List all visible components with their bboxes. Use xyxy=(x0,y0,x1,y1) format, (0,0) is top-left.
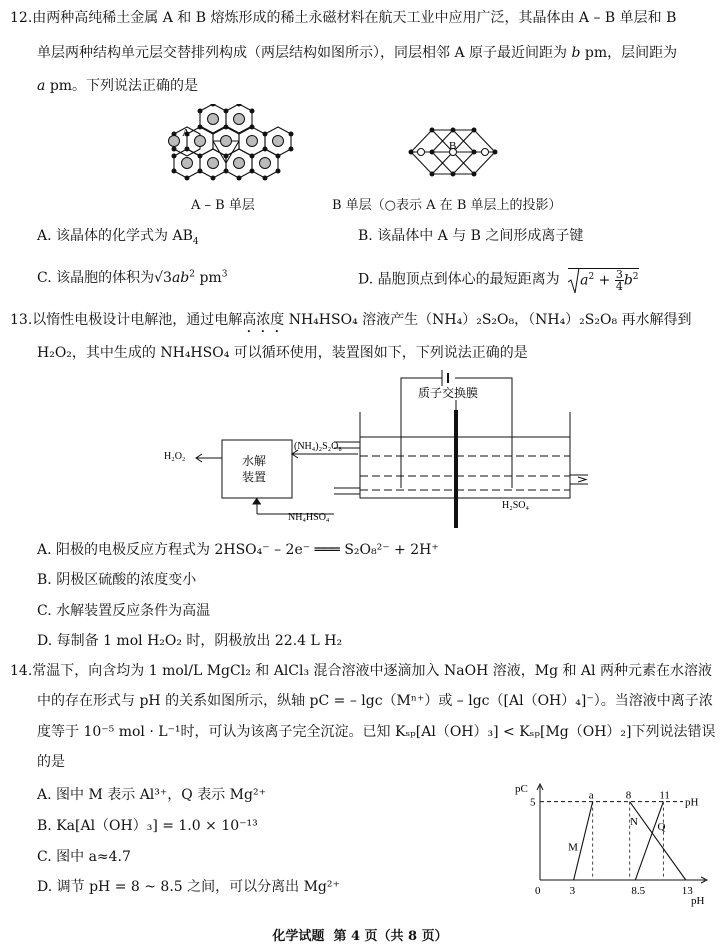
proton-exchange-membrane xyxy=(454,410,458,528)
q13-option-a[interactable]: A. 阳极的电极反应方程式为 2HSO₄⁻ – 2e⁻ ═══ S₂O₈²⁻ + 2H⁺ xyxy=(37,542,439,558)
series-line-Q xyxy=(635,802,663,880)
q12-number: 12. xyxy=(10,10,33,26)
cell-container xyxy=(360,412,570,498)
ab-layer-caption: A – B 单层 xyxy=(191,198,255,213)
atom-a-label: A xyxy=(182,127,190,139)
fraction-numerator: 3 xyxy=(615,268,623,281)
series-line-N xyxy=(630,802,686,880)
q12-text-1: 由两种高纯稀土金属 A 和 B 熔炼形成的稀土永磁材料在航天工业中应用广泛，其晶体由 A – B 单层和 B xyxy=(32,10,677,26)
nh4hso4-label: NH₄HSO₄ xyxy=(288,512,330,523)
q12-option-b-text: B. 该晶体中 A 与 B 之间形成离子键 xyxy=(358,228,584,244)
x-tick-13: 13 xyxy=(681,885,693,897)
q12-text-2b: pm，层间距为 xyxy=(584,45,678,61)
q12-option-d-text: D. 晶胞顶点到体心的最短距离为 xyxy=(358,271,560,288)
hydrolysis-box xyxy=(222,440,292,498)
fraction xyxy=(615,269,624,292)
q12-option-c-text: C. 该晶胞的体积为√3 xyxy=(37,270,172,286)
q12-line3 xyxy=(37,76,198,96)
b-layer-caption: B 单层（○表示 A 在 B 单层上的投影） xyxy=(332,198,562,213)
sqrt-expression xyxy=(568,268,638,291)
footer-title: 化学试题 xyxy=(272,929,325,944)
q12-var-b: b xyxy=(571,45,581,61)
pc-ph-chart xyxy=(505,780,717,910)
q14-line4: 的是 xyxy=(37,754,65,770)
h2o2-label: H₂O₂ xyxy=(164,451,186,462)
q13-line2: H₂O₂，其中生成的 NH₄HSO₄ 可以循环使用，装置图如下，下列说法正确的是 xyxy=(37,345,528,361)
line-label-M: M xyxy=(568,841,578,854)
q12-option-c-unit-sup: 3 xyxy=(221,269,228,280)
x-tick-8.5: 8.5 xyxy=(631,885,646,897)
outlet-arrow xyxy=(578,477,586,482)
q12-option-c-unit: pm xyxy=(199,270,222,286)
point-label-8: 8 xyxy=(625,789,632,802)
q12-option-a-text: A. 该晶体的化学式为 AB xyxy=(37,228,193,244)
line-label-Q: Q xyxy=(657,820,666,833)
ab-layer-figure xyxy=(160,104,300,194)
q14-line3: 度等于 10⁻⁵ mol · L⁻¹时，可认为该离子完全沉淀。已知 Kₛₚ[Al（OH）₃] < Kₛₚ[Mg（OH）₂]下列说法错误 xyxy=(37,724,716,740)
hydrolysis-label-1: 水解 xyxy=(242,454,267,468)
q13-option-d[interactable]: D. 每制备 1 mol H₂O₂ 时，阴极放出 22.4 L H₂ xyxy=(37,633,343,649)
q13-line1 xyxy=(10,310,692,336)
q13-emphasis: 高浓度 xyxy=(242,312,285,328)
q12-text-2: 单层两种结构单元层交替排列构成（两层结构如图所示），同层相邻 A 原子最近间距为 xyxy=(37,45,568,61)
q13-text-1a: 以惰性电极设计电解池，通过电解 xyxy=(32,312,243,328)
q12-text-3: pm。下列说法正确的是 xyxy=(49,78,199,94)
point-label-11: 11 xyxy=(659,789,670,802)
page-footer xyxy=(0,927,720,947)
membrane-label: 质子交换膜 xyxy=(418,386,479,400)
q12-var-a: a xyxy=(37,78,46,94)
q14-option-b[interactable]: B. Ka[Al（OH）₃] = 1.0 × 10⁻¹³ xyxy=(37,818,258,834)
q12-option-b[interactable] xyxy=(358,226,583,246)
q14-line1 xyxy=(10,661,712,681)
q12-line1 xyxy=(10,8,676,28)
q14-number: 14. xyxy=(10,663,33,679)
q13-option-b[interactable]: B. 阴极区硫酸的浓度变小 xyxy=(37,572,197,588)
sqrt-b-sup: 2 xyxy=(632,271,639,282)
q13-number: 13. xyxy=(10,312,33,328)
reference-line-label: pH xyxy=(685,796,699,809)
q14-option-c[interactable]: C. 图中 a≈4.7 xyxy=(37,849,131,865)
q13-text-1b: NH₄HSO₄ 溶液产生（NH₄）₂S₂O₈，（NH₄）₂S₂O₈ 再水解得到 xyxy=(288,312,692,328)
sqrt-b: b xyxy=(623,272,633,289)
b-layer-figure xyxy=(405,124,501,182)
x-tick-3: 3 xyxy=(569,885,576,897)
q12-option-c[interactable] xyxy=(37,268,227,288)
sqrt-symbol-icon xyxy=(568,268,580,294)
q12-line2 xyxy=(37,43,677,63)
q12-option-a[interactable] xyxy=(37,226,199,246)
q14-text-1: 常温下，向含均为 1 mol/L MgCl₂ 和 AlCl₃ 混合溶液中逐滴加入 NaOH 溶液，Mg 和 Al 两种元素在水溶液 xyxy=(32,663,712,679)
footer-page: 第 4 页（共 8 页） xyxy=(333,929,448,944)
persulfate-label: (NH₄)₂S₂O₈ xyxy=(294,441,342,452)
h2so4-label: H₂SO₄ xyxy=(502,500,529,511)
y-axis-label: pC xyxy=(515,783,528,795)
electrolysis-apparatus xyxy=(160,370,590,530)
q14-option-d[interactable]: D. 调节 pH = 8 ~ 8.5 之间，可以分离出 Mg²⁺ xyxy=(37,879,340,895)
point-label-a: a xyxy=(588,789,594,802)
sqrt-a: a xyxy=(580,272,589,289)
sqrt-a-sup: 2 xyxy=(588,271,595,282)
q13-option-c[interactable]: C. 水解装置反应条件为高温 xyxy=(37,603,211,619)
line-label-N: N xyxy=(629,816,638,829)
q12-option-d[interactable] xyxy=(358,268,639,291)
q12-option-c-var: ab xyxy=(171,270,190,286)
atom-b-label: B xyxy=(449,140,457,152)
q12-option-c-sup: 2 xyxy=(189,269,195,280)
sqrt-plus: + xyxy=(598,272,611,289)
q14-option-a[interactable]: A. 图中 M 表示 Al³⁺，Q 表示 Mg²⁺ xyxy=(37,787,266,803)
q12-option-a-sub: 4 xyxy=(192,236,199,247)
q14-line2: 中的存在形式与 pH 的关系如图所示，纵轴 pC = – lgc（Mⁿ⁺）或 – lgc（[Al（OH）₄]⁻）。当溶液中离子浓 xyxy=(37,693,713,709)
x-axis-label: pH xyxy=(691,895,705,907)
x-tick-0: 0 xyxy=(535,885,541,897)
y-tick-5: 5 xyxy=(530,796,536,809)
hydrolysis-label-2: 装置 xyxy=(242,470,267,484)
fraction-denominator: 4 xyxy=(615,280,623,293)
